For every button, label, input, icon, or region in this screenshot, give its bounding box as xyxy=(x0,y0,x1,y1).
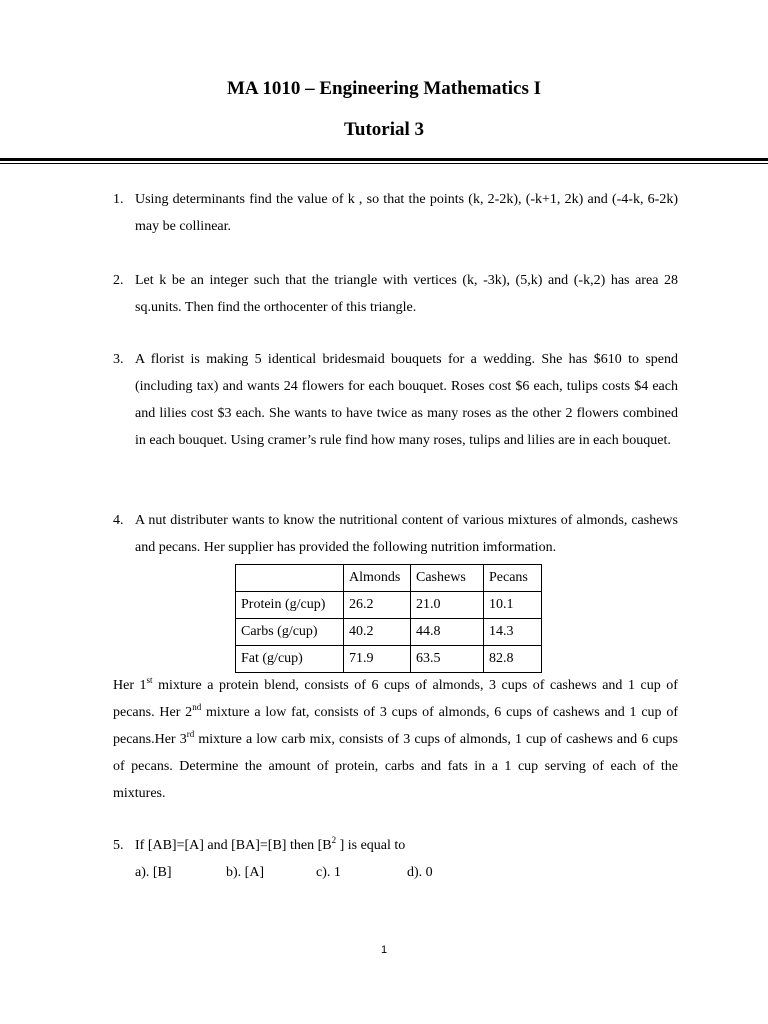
table-header-row xyxy=(236,565,542,592)
table-cell: 44.8 xyxy=(411,619,484,646)
table-cell: 82.8 xyxy=(484,646,542,673)
option-b: b). [A] xyxy=(226,865,265,880)
question-number: 1. xyxy=(113,192,124,207)
ordinal-suffix: nd xyxy=(192,702,202,712)
table-header-cell: Cashews xyxy=(411,565,484,592)
question-number: 5. xyxy=(113,838,124,853)
option-d: d). 0 xyxy=(407,865,433,880)
page-subtitle: Tutorial 3 xyxy=(343,119,425,140)
table-header-cell xyxy=(236,565,344,592)
paragraph-text: mixture a low fat, consists of 3 cups of almonds, 6 cups of cashews and 1 cup of pecans.Her 3 xyxy=(113,705,678,747)
page-number: 1 xyxy=(380,944,388,956)
paragraph-text: mixture a low carb mix, consists of 3 cups of almonds, 1 cup of cashews and 6 cups of pecans. Determine the amount of protein, carbs and fats in a 1 cup serving of each of the mixtures. xyxy=(113,732,679,801)
exponent: 2 xyxy=(331,835,337,845)
question-text xyxy=(135,832,678,859)
table-cell: 71.9 xyxy=(344,646,411,673)
question-text: Let k be an integer such that the triangle with vertices (k, -3k), (5,k) and (-k,2) has area 28 sq.units. Then find the orthocenter of this triangle. xyxy=(135,273,678,315)
question-3 xyxy=(113,346,678,454)
question-text: A nut distributer wants to know the nutritional content of various mixtures of almonds, cashews and pecans. Her supplier has provided the following nutrition imformation. xyxy=(135,513,678,555)
paragraph-text: mixture a protein blend, consists of 6 cups of almonds, 3 cups of cashews and 1 cup of pecans. Her 2 xyxy=(113,678,678,720)
table-cell: Protein (g/cup) xyxy=(236,592,344,619)
table-cell: 40.2 xyxy=(344,619,411,646)
table-cell: 21.0 xyxy=(411,592,484,619)
table-header-cell: Pecans xyxy=(484,565,542,592)
ordinal-suffix: rd xyxy=(186,729,195,739)
table-cell: Carbs (g/cup) xyxy=(236,619,344,646)
table-row xyxy=(236,592,542,619)
header-rule-thin xyxy=(0,163,768,164)
question-5 xyxy=(113,832,678,859)
paragraph-text: Her 1 xyxy=(113,678,147,693)
table-cell: Fat (g/cup) xyxy=(236,646,344,673)
header-rule-thick xyxy=(0,158,768,161)
question-2 xyxy=(113,267,678,321)
question-text: Using determinants find the value of k , so that the points (k, 2-2k), (-k+1, 2k) and (-4-k, 6-2k) may be collinear. xyxy=(135,192,678,234)
question-number: 2. xyxy=(113,273,124,288)
question-number: 3. xyxy=(113,352,124,367)
table-cell: 63.5 xyxy=(411,646,484,673)
question-text-part: ] is equal to xyxy=(336,838,406,853)
question-1 xyxy=(113,186,678,240)
question-number: 4. xyxy=(113,513,124,528)
question-4 xyxy=(113,507,678,561)
question-text: A florist is making 5 identical bridesmaid bouquets for a wedding. She has $610 to spend (including tax) and wants 24 flowers for each bouquet. Roses cost $6 each, tulips costs $4 each and lilies cost $3 each. She wants to have twice as many roses as the other 2 flowers combined in each bouquet. Using cramer’s rule find how many roses, tulips and lilies are in each bouquet. xyxy=(135,352,678,448)
option-a: a). [B] xyxy=(135,865,172,880)
nutrition-table xyxy=(235,564,542,673)
table-row xyxy=(236,646,542,673)
question-4-continuation xyxy=(113,672,678,807)
question-text-part: If [AB]=[A] and [BA]=[B] then [B xyxy=(135,838,332,853)
table-cell: 26.2 xyxy=(344,592,411,619)
table-cell: 14.3 xyxy=(484,619,542,646)
table-row xyxy=(236,619,542,646)
table-cell: 10.1 xyxy=(484,592,542,619)
table-header-cell: Almonds xyxy=(344,565,411,592)
ordinal-suffix: st xyxy=(146,675,153,685)
page-title: MA 1010 – Engineering Mathematics I xyxy=(226,78,541,99)
option-c: c). 1 xyxy=(316,865,341,880)
